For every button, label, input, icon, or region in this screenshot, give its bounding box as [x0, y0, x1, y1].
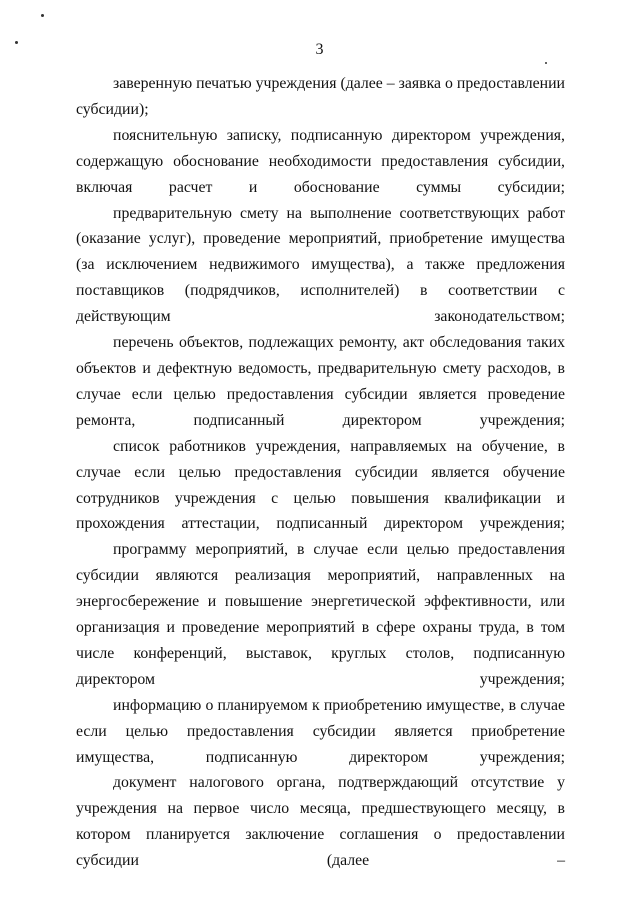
text-line: энергосбережение и повышение энергетической эффективности, или [76, 593, 565, 611]
text-line: подписанную директором учреждения; [205, 748, 565, 766]
text-line: конференций, выставок, круглых столов, подписанную директором [76, 644, 566, 688]
text-line: заверенную печатью учреждения (далее – заявка о предоставлении [113, 75, 565, 92]
text-line: содержащую обоснование необходимости предоставления субсидии, [76, 152, 565, 170]
text-line: программу мероприятий, в случае если целью предоставления [113, 541, 565, 559]
paragraph-property-acquisition [76, 693, 565, 771]
text-line: предварительную смету на выполнение соответствующих работ [113, 204, 565, 222]
paragraph-employee-training [76, 434, 565, 538]
text-line: пояснительную записку, подписанную директором учреждения, [113, 126, 565, 144]
paragraph-preliminary-estimate [76, 201, 565, 331]
paragraph-explanatory-note [76, 123, 565, 201]
text-line: включая расчет и обоснование суммы субсидии; [76, 178, 565, 196]
text-line: если целью предоставления субсидии является обучение сотрудников [76, 463, 566, 507]
text-line: объектов и дефектную ведомость, предварительную смету расходов, в [76, 359, 565, 377]
paragraph-events-program [76, 537, 565, 692]
text-line: законодательством; [434, 308, 565, 326]
text-line: учреждения; [479, 670, 565, 688]
text-line: информацию о планируемом к приобретению имуществе, в случае [113, 696, 565, 714]
text-line: субсидии являются реализация мероприятий, направленных на [76, 567, 565, 585]
text-line: организация и проведение мероприятий в сфере охраны труда, в том числе [76, 619, 565, 662]
text-line: субсидии); [76, 100, 149, 118]
text-line: случае если целью предоставления субсидии является проведение ремонта, [76, 385, 565, 429]
text-line: документ налогового органа, подтверждающий отсутствие у [113, 774, 565, 792]
paragraph-application-continuation [76, 71, 565, 123]
text-line: исключением недвижимого имущества), а также предложения [106, 256, 565, 274]
text-line: подписанный директором учреждения; [276, 515, 565, 533]
paragraph-tax-document [76, 770, 565, 874]
scan-speck [41, 14, 44, 17]
document-body [76, 71, 565, 874]
scan-speck [545, 62, 547, 64]
text-line: поставщиков (подрядчиков, исполнителей) в соответствии с действующим [76, 282, 565, 326]
text-line: список работников учреждения, направляемых на обучение, в случае [76, 437, 565, 481]
text-line: (оказание услуг), проведение мероприятий, приобретение имущества (за [76, 230, 565, 274]
text-line: перечень объектов, подлежащих ремонту, акт обследования таких [113, 334, 565, 352]
text-line: если целью предоставления субсидии является приобретение имущества, [76, 722, 565, 766]
text-line: учреждения на первое число месяца, предшествующего месяцу, в котором [76, 800, 565, 844]
text-line: планируется заключение соглашения о предоставлении субсидии (далее – [76, 826, 565, 870]
text-line: подписанный директором учреждения; [193, 411, 565, 429]
page-number: 3 [315, 41, 324, 58]
text-line: учреждения с целью повышения квалификации и прохождения аттестации, [76, 489, 566, 533]
paragraph-repair-objects [76, 330, 565, 434]
